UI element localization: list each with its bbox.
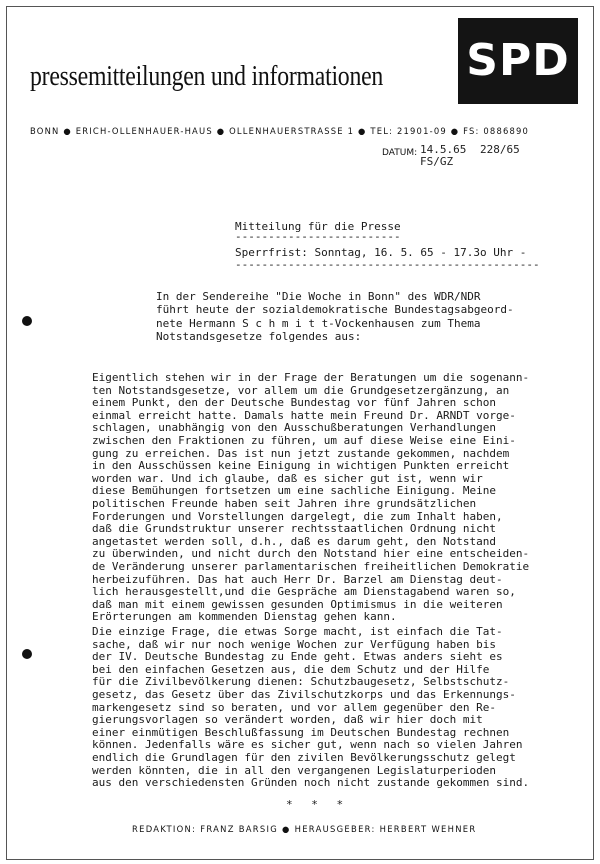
document-page [10,10,588,854]
text-line: werden könnten, die in all den vergangenen Legislaturperioden [92,763,496,777]
text-line: politischen Freunde haben seit Jahren ihre grundsätzlichen [92,496,477,510]
paragraph-2 [92,626,600,790]
text-line: Erörterungen am kommenden Dienstag gehen kann. [92,610,397,624]
paragraph-1 [92,372,600,624]
address-line: BONN ● ERICH-OLLENHAUER-HAUS ● OLLENHAUERSTRASSE 1 ● TEL: 21901-09 ● FS: 0886890 [30,126,530,136]
text-line: endlich die Grundlagen für den zivilen Bevölkerungsschutz gelegt [92,750,516,764]
text-line: gesetz, das Gesetz über das Zivilschutzkorps und das Erkennungs- [92,687,516,701]
text-line: ten Notstandsgesetze, vor allem um die Grundgesetzergänzung, an [92,383,510,397]
sperrfrist-line: Sperrfrist: Sonntag, 16. 5. 65 - 17.3o Uhr - [235,246,527,259]
text-line: Forderungen und Vorstellungen dargelegt, die zum Inhalt haben, [92,509,503,523]
intro-line: führt heute der sozialdemokratische Bundestagsabgeord- [156,303,514,317]
notice-title: Mitteilung für die Presse [235,220,401,233]
text-line: daß man mit einem gewissen gesunden Optimismus in die weiteren [92,597,503,611]
text-line: worden war. Und ich glaube, daß es sicher gut ist, wenn wir [92,471,483,485]
text-line: bei den einfachen Gesetzen aus, die dem Schutz und der Hilfe [92,662,490,676]
section-separator: * * * [286,798,350,811]
text-line: einem Punkt, den der Deutsche Bundestag vor fünf Jahren schon [92,396,496,410]
text-line: für die Zivilbevölkerung dienen: Schutzbaugesetz, Selbstschutz- [92,675,510,689]
intro-line: In der Sendereihe "Die Woche in Bonn" des WDR/NDR [156,290,481,303]
intro-line: nete Hermann S c h m i t t-Vockenhausen zum Thema [156,316,481,330]
letterhead-title: pressemitteilungen und informationen [30,60,384,92]
text-line: aus den verschiedensten Gründen noch nicht zustande gekommen sind. [92,776,530,790]
intro-line: Notstandsgesetze folgendes aus: [156,330,362,344]
text-line: zu überwinden, und nicht durch den Notstand hier eine entscheiden- [92,547,530,561]
text-line: einmal erreicht hatte. Damals hatte mein Freund Dr. ARNDT vorge- [92,408,516,422]
text-line: der IV. Deutsche Bundestag zu Ende geht. Etwas anders sieht es [92,650,503,664]
intro-block [156,290,596,344]
punch-hole-top [22,316,32,326]
datum-label: DATUM: [382,148,418,158]
initials: FS/GZ [420,155,454,168]
text-line: sache, daß wir nur noch wenige Wochen zur Verfügung haben bis [92,637,496,651]
sperrfrist-underline: ---------------------------------------------- [235,258,540,271]
text-line: einer einmütigen Beschlußfassung im Deutschen Bundestag rechnen [92,725,510,739]
datum-value: 14.5.65 [420,143,467,156]
spd-logo: SPD [458,18,578,104]
punch-hole-bottom [22,649,32,659]
text-line: diese Bemühungen fortsetzen um eine sachliche Einigung. Meine [92,484,496,498]
text-line: schlagen, unabhängig von den Ausschußberatungen Verhandlungen [92,421,496,435]
text-line: daß die Grundstruktur unserer rechtsstaatlichen Ordnung nicht [92,522,496,536]
text-line: angetastet werden soll, d.h., daß es darum geht, den Notstand [92,534,496,548]
text-line: zwischen den Fraktionen zu führen, um auf diese Weise eine Eini- [92,433,516,447]
footer-credits: REDAKTION: FRANZ BARSIG ● HERAUSGEBER: HERBERT WEHNER [132,824,477,834]
text-line: herbeizuführen. Das hat auch Herr Dr. Barzel am Dienstag deut- [92,572,503,586]
text-line: gung zu erreichen. Das ist nun jetzt zustande gekommen, nachdem [92,446,510,460]
text-line: markengesetz sind so beraten, und vor allem gegenüber den Re- [92,700,496,714]
text-line: Die einzige Frage, die etwas Sorge macht, ist einfach die Tat- [92,625,503,638]
text-line: können. Jedenfalls wäre es sicher gut, wenn nach so vielen Jahren [92,738,523,752]
text-line: Eigentlich stehen wir in der Frage der Beratungen um die sogenann- [92,371,530,384]
text-line: gierungsvorlagen so verändert worden, daß wir hier doch mit [92,713,483,727]
notice-title-underline: ------------------------- [235,230,401,243]
text-line: in den Ausschüssen keine Einigung in wichtigen Punkten erreicht [92,459,510,473]
text-line: de Veränderung unserer parlamentarischen freiheitlichen Demokratie [92,559,530,573]
text-line: lich herausgestellt,und die Gespräche am Dienstagabend waren so, [92,585,516,599]
document-number: 228/65 [480,143,520,156]
